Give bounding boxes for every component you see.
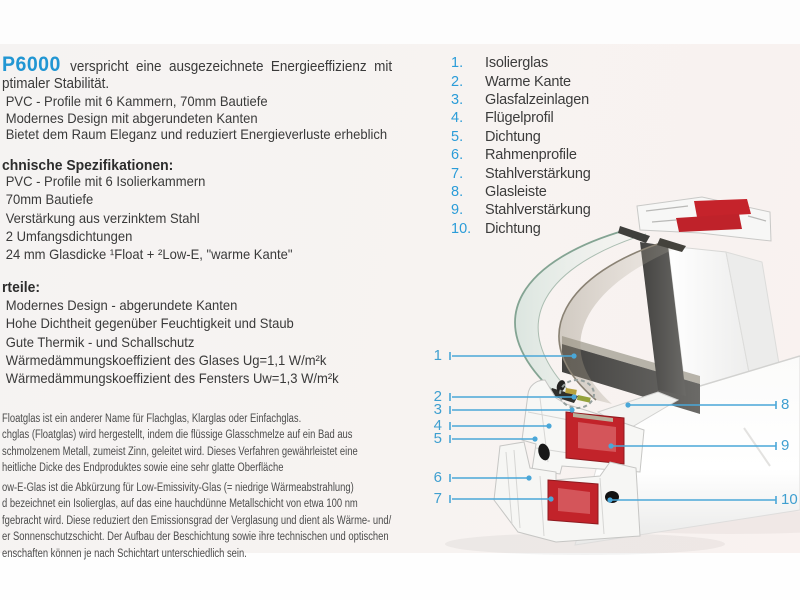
product-name: P6000 [2,53,61,76]
intro-text: verspricht eine ausgezeichnete Energieeffizienz mit [70,59,393,75]
callout-number-1: 1 [433,347,442,364]
legend-label: Dichtung [485,220,541,237]
callout-number-2: 2 [433,388,442,405]
footnote-line: heitliche Dicke des Endproduktes sowie eine sehr glatte Oberfläche [2,462,284,475]
legend-number: 5. [451,128,464,145]
legend-item-isolierglas [451,54,591,72]
legend-label: Glasfalzeinlagen [485,91,590,108]
intro-line-1 [2,53,392,77]
footnote-line: chglas (Floatglas) wird hergestellt, indem die flüssige Glasschmelze auf ein Bad aus [2,429,353,442]
component-legend [451,54,591,238]
callout-number-5: 5 [433,430,442,447]
legend-item-dichtung-5 [451,128,591,146]
footnote-line: fgebracht wird. Diese reduziert den Emissionsgrad der Verglasung und dient als Wärme- und/ [2,514,392,527]
footnote-line: enschaften können je nach Schichtart unterschiedlich sein. [2,547,247,560]
callout-number-7: 7 [433,490,442,507]
legend-item-rahmenprofile [451,146,591,164]
intro-bullet: Modernes Design mit abgerundeten Kanten [5,109,258,126]
benefit-item: Gute Thermik - und Schallschutz [5,333,195,350]
spec-item: 2 Umfangsdichtungen [5,227,133,244]
intro-bullet: PVC - Profile mit 6 Kammern, 70mm Bautiefe [5,93,268,109]
benefit-item: Modernes Design - abgerundete Kanten [5,297,238,313]
intro-line-2: ptimaler Stabilität. [2,76,110,92]
benefit-item: Wärmedämmungskoeffizient des Glases Ug=1,1 W/m²k [5,351,327,368]
legend-label: Isolierglas [485,55,549,72]
benefit-item: Wärmedämmungskoeffizient des Fensters Uw=1,3 W/m²k [5,370,339,387]
legend-number: 4. [451,110,464,127]
legend-number: 3. [451,91,464,108]
legend-number: 6. [451,147,464,164]
steel-cap-red-1 [694,199,751,217]
footnote-line: Floatglas ist ein anderer Name für Flachglas, Klarglas oder Einfachglas. [2,413,302,425]
legend-number: 1. [451,55,464,72]
benefits-list [6,296,339,387]
callout-number-9: 9 [781,437,790,454]
legend-item-fluegelprofil [451,109,591,127]
benefits-heading: rteile: [2,279,40,296]
spec-item: PVC - Profile mit 6 Isolierkammern [5,173,206,189]
top-cross-section-cap [637,197,771,241]
specs-list [6,172,293,263]
legend-label: Flügelprofil [485,110,554,127]
intro-bullet: Bietet dem Raum Eleganz und reduziert Energieverluste erheblich [5,126,388,143]
footnote-line: schmolzenem Metall, zumeist Zinn, geleitet wird. Dieses Verfahren gewährleistet eine [2,445,358,458]
footnote-floatglas [2,411,358,477]
legend-number: 7. [451,165,464,182]
specs-heading: chnische Spezifikationen: [2,157,174,174]
legend-number: 8. [451,183,464,200]
legend-label: Dichtung [485,128,541,145]
callout-number-8: 8 [781,396,790,413]
legend-label: Glasleiste [485,183,547,200]
legend-label: Warme Kante [485,73,571,90]
spec-item: Verstärkung aus verzinktem Stahl [5,209,200,226]
legend-item-dichtung-10 [451,220,591,238]
legend-item-stahlverstaerkung-7 [451,164,591,182]
footnote-line: ow-E-Glas ist die Abkürzung für Low-Emissivity-Glas (= niedrige Wärmeabstrahlung) [2,482,354,494]
spec-item: 24 mm Glasdicke ¹Float + ²Low-E, "warme Kante" [5,246,293,263]
callout-number-6: 6 [433,469,442,486]
legend-number: 9. [451,202,464,219]
callout-number-3: 3 [433,401,442,418]
legend-label: Rahmenprofile [485,147,577,164]
benefit-item: Hohe Dichtheit gegenüber Feuchtigkeit und Staub [5,315,294,332]
callout-number-10: 10 [781,491,798,508]
legend-item-warme-kante [451,72,591,90]
footnote-line: er Sonnenschutzschicht. Der Aufbau der Beschichtung sowie ihre technischen und optischen [2,531,389,544]
legend-label: Stahlverstärkung [485,202,591,219]
callout-number-4: 4 [433,417,442,434]
legend-item-stahlverstaerkung-9 [451,201,591,219]
spec-item: 70mm Bautiefe [5,191,94,208]
footnote-line: d bezeichnet ein Isolierglas, auf das eine hauchdünne Metallschicht von etwa 100 nm [2,498,358,511]
legend-number: 10. [451,220,472,237]
legend-item-glasleiste [451,183,591,201]
sash-profile-cross-section [522,380,644,474]
footnote-lowe-glas [2,480,391,562]
left-text-column [2,0,402,600]
legend-number: 2. [451,73,464,90]
intro-bullet-list [6,93,387,143]
legend-label: Stahlverstärkung [485,165,591,182]
legend-item-glasfalzeinlagen [451,91,591,109]
